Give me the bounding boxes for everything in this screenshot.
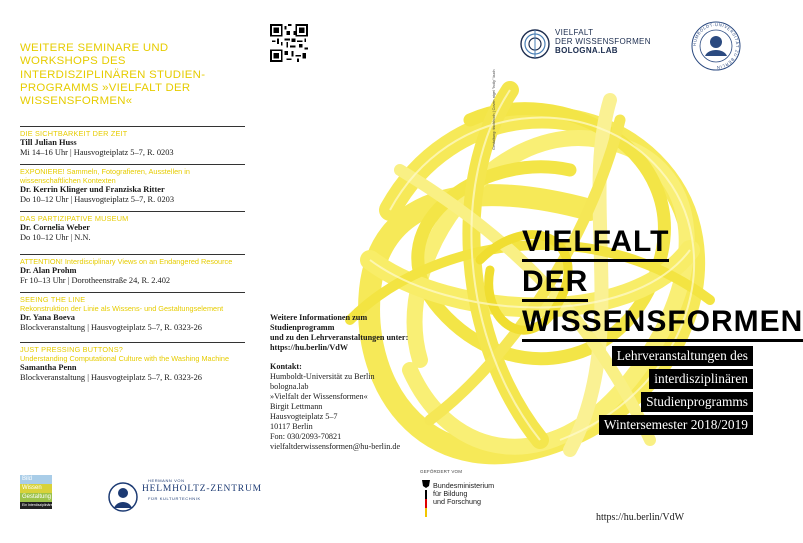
seminar-item [20,126,245,159]
bwg-line: Bild [20,475,52,484]
seminar-time: Mi 14–16 Uhr | Hausvogteiplatz 5–7, R. 0203 [20,148,174,158]
seminar-subtitle: wissenschaftlichen Kontexten [20,176,116,185]
helmholtz-top: HERMANN VON [148,478,185,483]
brand-line: DER WISSENSFORMEN [555,36,651,46]
footer-url-link[interactable]: https://hu.berlin/VdW [596,512,685,523]
seminar-time: Blockveranstaltung | Hausvogteiplatz 5–7, R. 0323-26 [20,373,202,383]
left-panel [0,0,262,543]
bwg-subline: Ein Interdisziplinäres Labor [22,503,65,507]
humboldt-university-seal-icon [690,20,742,72]
seminar-time: Fr 10–13 Uhr | Dorotheenstraße 24, R. 2.402 [20,276,171,286]
seminar-subtitle: Understanding Computational Culture with the Washing Machine [20,354,230,363]
seminar-lecturer: Samantha Penn [20,363,77,372]
subtitle-line: Lehrveranstaltungen des [612,346,753,366]
design-credit: Gestaltung: tischhoch | Cover: nigel "holly" kuch [492,69,496,150]
seminar-title: SEEING THE LINE [20,295,86,304]
info-block [270,313,430,452]
brand-text [555,29,651,55]
seminar-lecturer: Till Julian Huss [20,138,77,147]
helmholtz-name: HELMHOLTZ-ZENTRUM [142,484,262,494]
seminar-lecturer: Dr. Cornelia Weber [20,223,91,232]
vielfalt-brand-logo [519,26,659,66]
seminar-item [20,211,245,244]
info-line: Weitere Informationen zum Studienprogramm [270,313,368,332]
seminar-title: DAS PARTIZIPATIVE MUSEUM [20,214,129,223]
seminars-heading: WEITERE SEMINARE UND WORKSHOPS DES INTERDISZIPLINÄREN STUDIEN-PROGRAMMS »VIELFALT DER WISSENSFORMEN« [20,42,206,108]
helmholtz-portrait-icon [108,480,138,514]
subtitle-line: interdisziplinären [649,369,753,389]
seminar-title: JUST PRESSING BUTTONS? [20,345,124,354]
contact-line: Birgit Lettmann [270,402,323,411]
qr-code-icon[interactable] [270,24,308,62]
contact-line: 10117 Berlin [270,422,313,431]
seal-text: HUMBOLDT-UNIVERSITÄT ZU BERLIN [691,21,741,71]
seminar-item [20,342,245,384]
info-url-link[interactable]: https://hu.berlin/VdW [270,343,349,352]
seminar-item [20,292,245,334]
seminar-title: DIE SICHTBARKEIT DER ZEIT [20,129,128,138]
seminar-lecturer: Dr. Alan Prohm [20,266,77,275]
seminar-time: Blockveranstaltung | Hausvogteiplatz 5–7, R. 0323-26 [20,323,202,333]
title-line: WISSENSFORMEN [522,305,803,342]
contact-line: Humboldt-Universität zu Berlin [270,372,375,381]
helmholtz-logo [108,478,262,518]
brand-line: VIELFALT [555,28,594,37]
subtitle-line: Studienprogramms [641,392,753,412]
brand-line: BOLOGNA.LAB [555,45,618,55]
ministry-line: und Forschung [433,496,481,506]
contact-line: Hausvogteiplatz 5–7 [270,412,338,421]
bwg-line: Gestaltung [22,494,52,500]
subtitle-line: Wintersemester 2018/2019 [599,415,753,435]
info-line: und zu den Lehrveranstaltungen unter: [270,333,409,342]
bwg-line: Wissen [20,484,52,493]
ministry-line: Bundesministerium [433,481,495,490]
federal-eagle-icon [420,478,432,518]
seminar-item [20,164,245,206]
seminar-lecturer: Dr. Kerrin Klinger und Franziska Ritter [20,185,165,194]
contact-email-link[interactable]: vielfaltderwissensformen@hu-berlin.de [270,442,401,451]
subtitle-block [599,346,753,438]
title-line: DER [522,265,588,302]
bild-wissen-gestaltung-logo [20,475,65,517]
seminar-time: Do 10–12 Uhr | N.N. [20,233,91,243]
seminar-title: ATTENTION! Interdisciplinary Views on an Endangered Resource [20,257,233,266]
contact-line: Fon: 030/2093-70821 [270,432,342,441]
ministry-line: für Bildung [433,488,468,498]
contact-line: »Vielfalt der Wissensformen« [270,392,368,401]
ministry-name [433,482,494,505]
seminar-title: EXPONIERE! Sammeln, Fotografieren, Ausstellen in [20,167,190,176]
helmholtz-sub: FÜR KULTURTECHNIK [148,496,201,501]
vielfalt-emblem-icon [519,28,551,60]
title-line: VIELFALT [522,225,669,262]
seminar-item [20,254,245,287]
seminar-time: Do 10–12 Uhr | Hausvogteiplatz 5–7, R. 0203 [20,195,175,205]
contact-label: Kontakt: [270,362,302,371]
seminar-lecturer: Dr. Yana Boeva [20,313,75,322]
middle-panel [256,0,512,543]
main-title [522,225,803,345]
funded-by-label: GEFÖRDERT VOM [420,469,463,474]
contact-line: bologna.lab [270,382,309,391]
seminar-subtitle: Rekonstruktion der Linie als Wissens- und Gestaltungselement [20,304,224,313]
